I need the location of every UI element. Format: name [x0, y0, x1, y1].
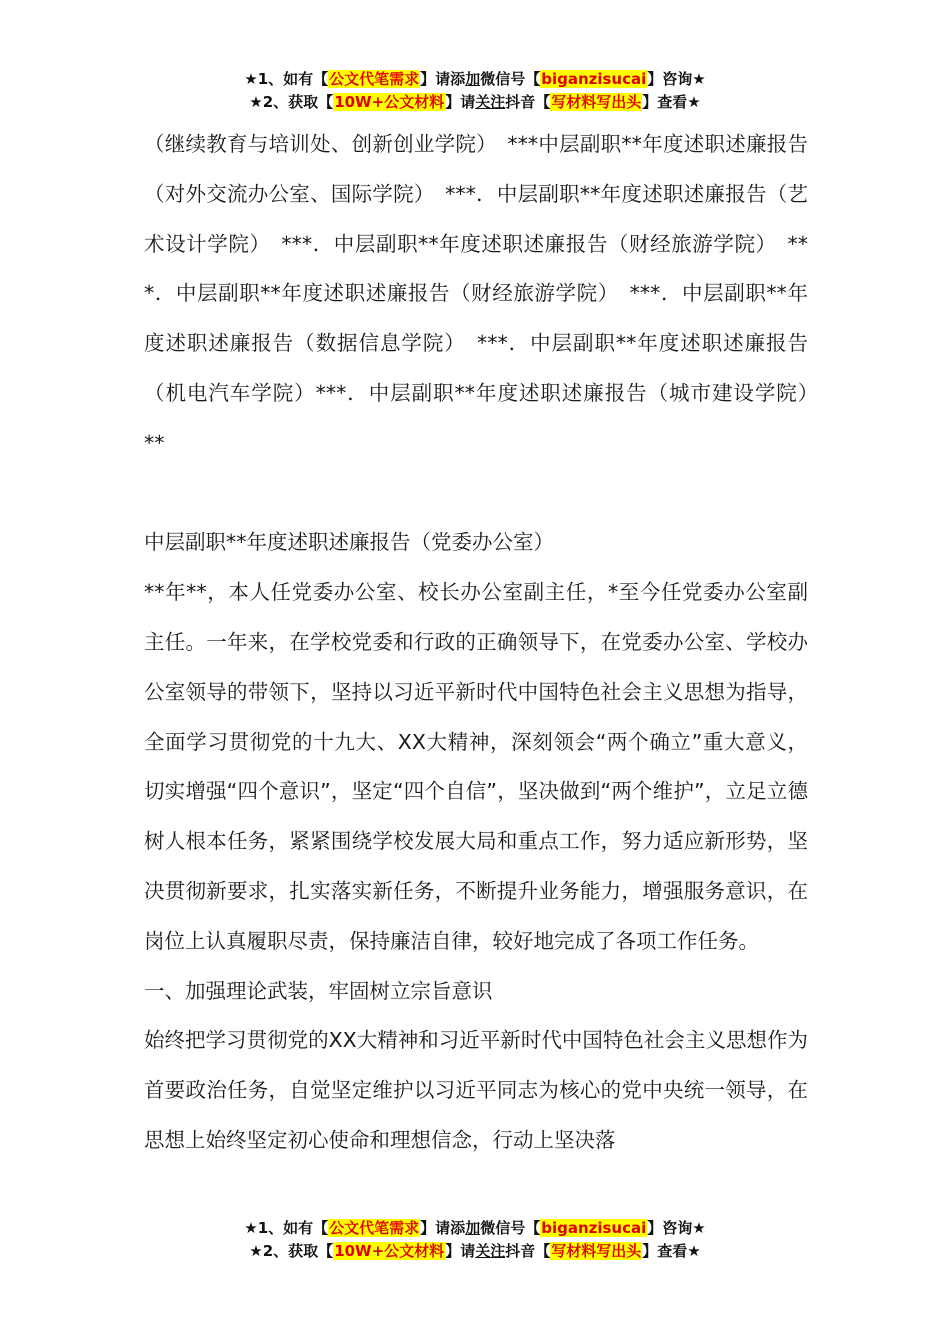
footer-banner [0, 1217, 950, 1263]
document-title: 中层副职**年度述职述廉报告（党委办公室） [144, 530, 554, 555]
banner-line-1 [0, 1217, 950, 1240]
banner-text: 】查看★ [642, 93, 701, 111]
body-paragraph-1: **年**，本人任党委办公室、校长办公室副主任，*至今任党委办公室副主任。一年来，在学校党委和行政的正确领导下，在党委办公室、学校办公室领导的带领下，坚持以习近平新时代中国特色社会主义思想为指导，全面学习贯彻党的十九大、XX大精神，深刻领会“两个确立”重大意义，切实增强“四个意识”，坚定“四个自信”，坚决做到“两个维护”，立足立德树人根本任务，紧紧围绕学校发展大局和重点工作，努力适应新形势，坚决贯彻新要求，扎实落实新任务，不断提升业务能力，增强服务意识，在岗位上认真履职尽责，保持廉洁自律，较好地完成了各项工作任务。 [144, 580, 808, 953]
banner-highlight: 公文代笔需求 [329, 1219, 420, 1237]
banner-text: ★2、获取【 [249, 93, 334, 111]
banner-text: 】请 [445, 93, 476, 111]
header-banner [0, 68, 950, 114]
banner-text: 】咨询★ [647, 1219, 706, 1237]
banner-text: 】请添 [420, 1219, 466, 1237]
banner-highlight: 写材料写出头 [551, 1242, 642, 1260]
banner-text: 抖音【 [505, 1242, 551, 1260]
document-body [144, 120, 829, 1166]
banner-line-2 [0, 91, 950, 114]
banner-underlined-text: 加 [465, 70, 481, 88]
banner-line-2 [0, 1240, 950, 1263]
banner-highlight: biganzisucai [541, 70, 647, 88]
banner-text: 】请添 [420, 70, 466, 88]
banner-highlight: biganzisucai [541, 1219, 647, 1237]
banner-underlined-text: 加 [465, 1219, 481, 1237]
banner-highlight: 10W+公文材料 [334, 93, 445, 111]
blank-line [144, 469, 808, 519]
banner-text: 抖音【 [505, 93, 551, 111]
banner-text: 】请 [445, 1242, 476, 1260]
banner-line-1 [0, 68, 950, 91]
banner-text: ★1、如有【 [244, 70, 329, 88]
banner-highlight: 10W+公文材料 [334, 1242, 445, 1260]
banner-underlined-text: 关注 [475, 1242, 506, 1260]
banner-text: 】查看★ [642, 1242, 701, 1260]
banner-text: 】咨询★ [647, 70, 706, 88]
toc-paragraph: （继续教育与培训处、创新创业学院） ***中层副职**年度述职述廉报告（对外交流办公室、国际学院） ***．中层副职**年度述职述廉报告（艺术设计学院） ***．中层副职**年度述职述廉报告（财经旅游学院） ***．中层副职**年度述职述廉报告（财经旅游学院） ***．中层副职**年度述职述廉报告（数据信息学院） ***．中层副职**年度述职述廉报告（机电汽车学院）***．中层副职**年度述职述廉报告（城市建设学院） ** [144, 132, 829, 455]
banner-text: 微信号【 [480, 1219, 541, 1237]
banner-underlined-text: 关注 [475, 93, 506, 111]
banner-text: ★2、获取【 [249, 1242, 334, 1260]
banner-highlight: 公文代笔需求 [329, 70, 420, 88]
banner-text: ★1、如有【 [244, 1219, 329, 1237]
body-paragraph-2: 始终把学习贯彻党的XX大精神和习近平新时代中国特色社会主义思想作为首要政治任务，自觉坚定维护以习近平同志为核心的党中央统一领导，在思想上始终坚定初心使命和理想信念，行动上坚决落 [144, 1028, 808, 1152]
banner-text: 微信号【 [480, 70, 541, 88]
section-heading-1: 一、加强理论武装，牢固树立宗旨意识 [144, 978, 493, 1003]
banner-highlight: 写材料写出头 [551, 93, 642, 111]
